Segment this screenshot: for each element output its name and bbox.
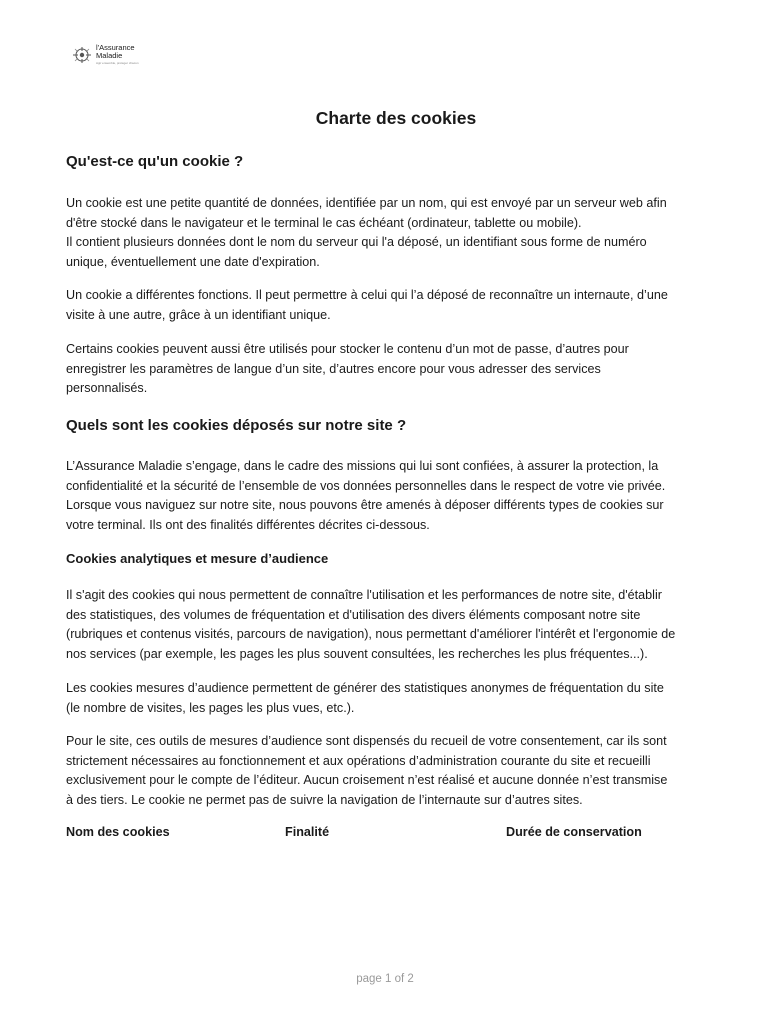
cookies-table-header <box>66 823 726 841</box>
section-heading-cookies-on-site: Quels sont les cookies déposés sur notre site ? <box>66 417 407 434</box>
paragraph-cookie-uses: Certains cookies peuvent aussi être utilisés pour stocker le contenu d’un mot de passe, d’autres pour enregistrer les paramètres de langue d’un site, d’autres encore pour vous adresser des services personnalisés. <box>66 342 629 395</box>
subheading-analytics-cookies: Cookies analytiques et mesure d’audience <box>66 551 329 566</box>
table-header-purpose: Finalité <box>285 825 330 839</box>
paragraph-analytics-description: Il s'agit des cookies qui nous permettent de connaître l'utilisation et les performances de notre site, d'établir des statistiques, des volumes de fréquentation et d'utilisation des divers éléments composant notre site (rubriques et contenus visités, parcours de navigation), nous permettant d'améliorer l'intérêt et l'ergonomie de nos services (par exemple, les pages les plus souvent consultées, les recherches les plus fréquentes...). <box>66 588 676 661</box>
section-heading-what-is-cookie: Qu'est-ce qu'un cookie ? <box>66 153 244 170</box>
table-header-retention: Durée de conservation <box>506 825 642 839</box>
paragraph-cookie-functions: Un cookie a différentes fonctions. Il peut permettre à celui qui l’a déposé de reconnaître un internaute, d’une visite à une autre, grâce à un identifiant unique. <box>66 288 668 322</box>
paragraph-commitment: L’Assurance Maladie s’engage, dans le cadre des missions qui lui sont confiées, à assurer la protection, la confidentialité et la sécurité de l’ensemble de vos données personnelles dans le respect de votre vie privée. Lorsque vous naviguez sur notre site, nous pouvons être amenés à déposer différents types de cookies sur votre terminal. Ils ont des finalités différentes décrites ci-dessous. <box>66 459 666 532</box>
page-title: Charte des cookies <box>315 108 477 128</box>
page-number: page 1 of 2 <box>356 973 414 985</box>
table-header-cookie-name: Nom des cookies <box>66 825 170 839</box>
paragraph-cookie-definition: Un cookie est une petite quantité de données, identifiée par un nom, qui est envoyé par un serveur web afin d'être stocké dans le navigateur et le terminal le cas échéant (ordinateur, tablette ou mobile). Il contient plusieurs données dont le nom du serveur qui l'a déposé, un identifiant sous forme de numéro unique, éventuellement une date d'expiration. <box>66 196 667 269</box>
paragraph-audience-measurement: Les cookies mesures d’audience permettent de générer des statistiques anonymes de fréquentation du site (le nombre de visites, les pages les plus vues, etc.). <box>66 681 664 715</box>
assurance-maladie-emblem-icon <box>71 46 93 64</box>
paragraph-consent-exemption: Pour le site, ces outils de mesures d’audience sont dispensés du recueil de votre consentement, car ils sont strictement nécessaires au fonctionnement et aux opérations d’administration courante du site et recueilli exclusivement pour le compte de l’éditeur. Aucun croisement n’est réalisé et aucune donnée n’est transmise à des tiers. Le cookie ne permet pas de suivre la navigation de l’internaute sur d’autres sites. <box>66 734 668 807</box>
logo-brand-name: l'Assurance Maladie <box>96 43 135 60</box>
logo-tagline: Agir ensemble, protéger chacun <box>96 61 139 65</box>
assurance-maladie-logo <box>71 44 151 70</box>
